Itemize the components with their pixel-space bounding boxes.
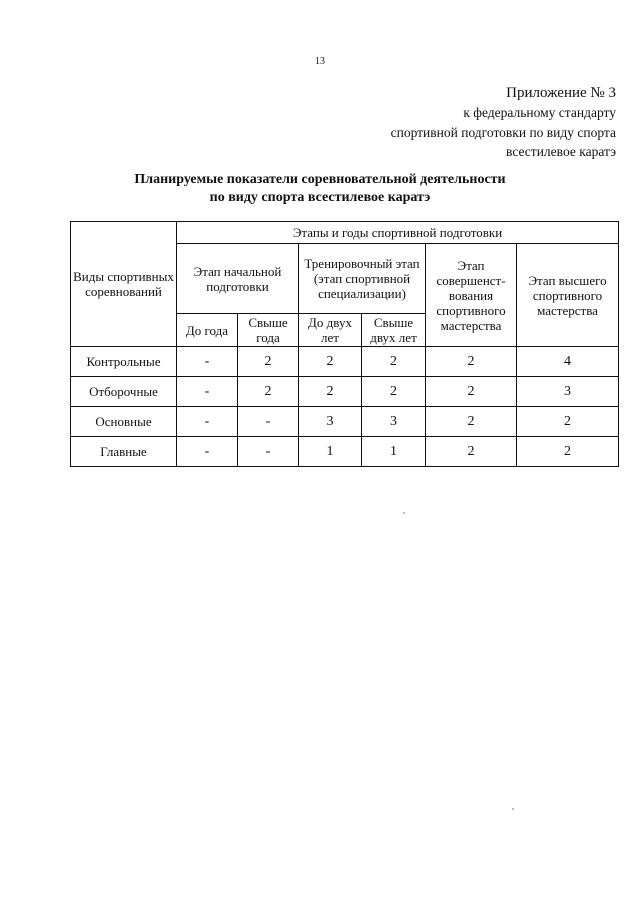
header-training-over-two: Свыше двух лет: [362, 314, 426, 347]
title-line-1: Планируемые показатели соревновательной деятельности: [134, 172, 506, 187]
header-stage-training: Тренировочный этап (этап спортивной специализации): [299, 244, 426, 314]
table-cell: 2: [517, 407, 619, 437]
table-cell: 2: [238, 377, 299, 407]
header-competition-types: Виды спортивных соревнований: [71, 222, 177, 347]
row-label: Главные: [71, 437, 177, 467]
table-cell: 2: [299, 377, 362, 407]
table-cell: 2: [362, 347, 426, 377]
competition-indicators-table: [70, 221, 619, 467]
table-cell: 2: [362, 377, 426, 407]
header-initial-up-to-year: До года: [177, 314, 238, 347]
header-training-up-to-two: До двух лет: [299, 314, 362, 347]
table-cell: 2: [517, 437, 619, 467]
appendix-line-1: Приложение № 3: [506, 85, 616, 101]
table-cell: 1: [299, 437, 362, 467]
appendix-header: [391, 84, 616, 162]
document-title: [0, 171, 640, 207]
table-cell: 4: [517, 347, 619, 377]
table-cell: 2: [299, 347, 362, 377]
table-cell: -: [238, 437, 299, 467]
header-stage-higher: Этап высшего спортивного мастерства: [517, 244, 619, 347]
table-row: [71, 407, 619, 437]
table-row: [71, 347, 619, 377]
header-stage-improvement: Этап совершенст-вования спортивного мастерства: [426, 244, 517, 347]
table-cell: 3: [517, 377, 619, 407]
title-line-2: по виду спорта всестилевое каратэ: [209, 190, 431, 205]
table-cell: 2: [426, 437, 517, 467]
table-cell: 1: [362, 437, 426, 467]
table-cell: -: [177, 407, 238, 437]
row-label: Контрольные: [71, 347, 177, 377]
table-cell: 2: [426, 407, 517, 437]
page-number: 13: [315, 56, 325, 67]
row-label: Отборочные: [71, 377, 177, 407]
appendix-line-3: спортивной подготовки по виду спорта: [390, 124, 616, 140]
appendix-line-2: к федеральному стандарту: [463, 105, 616, 120]
table-cell: -: [177, 347, 238, 377]
row-label: Основные: [71, 407, 177, 437]
scan-speck: [403, 512, 405, 514]
header-stages-years: Этапы и годы спортивной подготовки: [177, 222, 619, 244]
table-cell: -: [177, 377, 238, 407]
scan-speck: [512, 808, 514, 810]
table-row: [71, 437, 619, 467]
table-cell: 2: [238, 347, 299, 377]
appendix-line-4: всестилевое каратэ: [506, 144, 616, 159]
table-cell: -: [177, 437, 238, 467]
header-stage-initial: Этап начальной подготовки: [177, 244, 299, 314]
table-row: [71, 377, 619, 407]
header-initial-over-year: Свыше года: [238, 314, 299, 347]
table-cell: 3: [362, 407, 426, 437]
table-cell: 2: [426, 377, 517, 407]
table-cell: -: [238, 407, 299, 437]
table-cell: 3: [299, 407, 362, 437]
table-cell: 2: [426, 347, 517, 377]
